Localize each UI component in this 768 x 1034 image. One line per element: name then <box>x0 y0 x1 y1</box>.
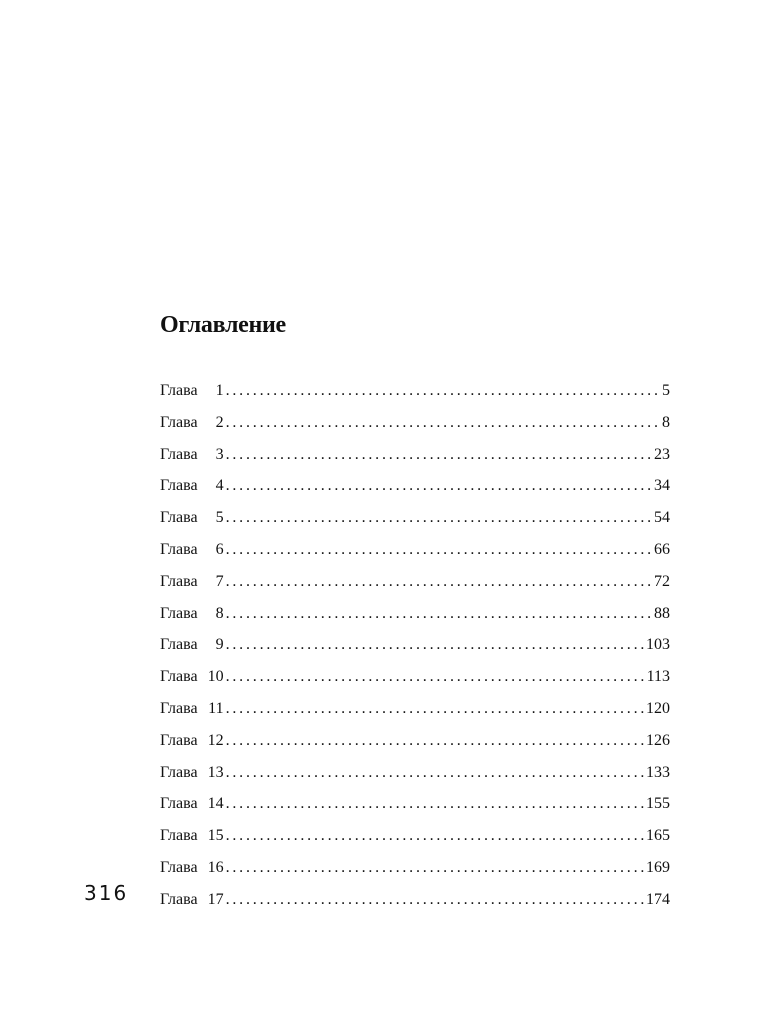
toc-entry-chapter-number: 7 <box>215 572 224 590</box>
toc-entry-chapter-number: 15 <box>207 827 224 845</box>
toc-entry <box>160 470 670 502</box>
toc-entry-chapter-number: 8 <box>215 604 224 622</box>
page-number: 316 <box>84 881 129 905</box>
toc-list <box>160 375 670 916</box>
toc-entry-page-number: 54 <box>654 509 670 527</box>
toc-entry-chapter-word: Глава <box>160 668 198 686</box>
toc-entry <box>160 788 670 820</box>
toc-entry <box>160 757 670 789</box>
toc-entry <box>160 725 670 757</box>
toc-entry-dot-leader <box>226 375 661 407</box>
toc-entry-dot-leader <box>226 629 645 661</box>
toc-entry <box>160 852 670 884</box>
toc-entry-page-number: 120 <box>646 699 670 717</box>
toc-entry-chapter-word: Глава <box>160 731 198 749</box>
toc-entry-dot-leader <box>226 439 653 471</box>
toc-entry <box>160 598 670 630</box>
toc-entry-dot-leader <box>226 566 653 598</box>
toc-entry-chapter-number: 4 <box>215 477 224 495</box>
toc-entry-dot-leader <box>226 788 645 820</box>
toc-entry <box>160 439 670 471</box>
toc-entry-page-number: 88 <box>654 604 670 622</box>
toc-entry-chapter-word: Глава <box>160 890 198 908</box>
toc-entry <box>160 502 670 534</box>
toc-entry-chapter-word: Глава <box>160 572 198 590</box>
toc-entry <box>160 820 670 852</box>
toc-entry <box>160 407 670 439</box>
toc-entry-chapter-word: Глава <box>160 477 198 495</box>
toc-entry-chapter-number: 6 <box>215 540 224 558</box>
toc-entry-page-number: 126 <box>646 731 670 749</box>
toc-entry-chapter-number: 9 <box>215 636 224 654</box>
toc-entry-page-number: 169 <box>646 858 670 876</box>
toc-entry-chapter-number: 11 <box>208 699 224 717</box>
toc-entry-chapter-word: Глава <box>160 382 198 399</box>
toc-entry-dot-leader <box>226 884 645 916</box>
toc-entry-chapter-word: Глава <box>160 636 198 654</box>
toc-entry-page-number: 165 <box>646 827 670 845</box>
toc-entry-chapter-number: 10 <box>207 668 224 686</box>
toc-entry-chapter-number: 16 <box>207 858 224 876</box>
toc-entry <box>160 693 670 725</box>
toc-entry-chapter-number: 5 <box>215 509 224 527</box>
toc-entry-chapter-number: 2 <box>215 413 224 431</box>
toc-entry-dot-leader <box>226 757 645 789</box>
toc-entry-dot-leader <box>226 598 653 630</box>
toc-entry-chapter-word: Глава <box>160 509 198 527</box>
toc-entry-chapter-word: Глава <box>160 540 198 558</box>
toc-entry <box>160 566 670 598</box>
toc-entry-page-number: 155 <box>646 795 670 813</box>
toc-entry-page-number: 8 <box>662 413 670 431</box>
toc-entry-dot-leader <box>226 534 653 566</box>
toc-entry-chapter-word: Глава <box>160 604 198 622</box>
toc-entry-chapter-number: 12 <box>207 731 224 749</box>
toc-entry-page-number: 103 <box>646 636 670 654</box>
toc-entry-dot-leader <box>226 693 645 725</box>
toc-entry-chapter-number: 14 <box>207 795 224 813</box>
toc-entry-chapter-word: Глава <box>160 827 198 845</box>
toc-entry-page-number: 23 <box>654 445 670 463</box>
toc-entry-page-number: 133 <box>646 763 670 781</box>
toc-entry-chapter-word: Глава <box>160 699 198 717</box>
toc-entry <box>160 629 670 661</box>
toc-entry-chapter-number: 1 <box>215 382 224 399</box>
toc-entry-page-number: 113 <box>646 668 670 686</box>
toc-entry-page-number: 66 <box>654 540 670 558</box>
toc-entry-page-number: 174 <box>646 890 670 908</box>
toc-entry-dot-leader <box>226 661 646 693</box>
toc-entry-dot-leader <box>226 852 645 884</box>
toc-entry-chapter-number: 17 <box>207 890 224 908</box>
toc-entry <box>160 375 670 407</box>
toc-entry-chapter-word: Глава <box>160 445 198 463</box>
toc-entry-page-number: 5 <box>662 382 670 399</box>
toc-entry <box>160 534 670 566</box>
toc-entry-chapter-word: Глава <box>160 763 198 781</box>
toc-entry-dot-leader <box>226 470 653 502</box>
toc-title: Оглавление <box>160 312 286 338</box>
toc-entry-dot-leader <box>226 820 645 852</box>
toc-entry-chapter-word: Глава <box>160 413 198 431</box>
toc-entry-chapter-number: 13 <box>207 763 224 781</box>
toc-entry-page-number: 72 <box>654 572 670 590</box>
toc-entry-page-number: 34 <box>654 477 670 495</box>
toc-entry-dot-leader <box>226 502 653 534</box>
toc-entry-chapter-word: Глава <box>160 795 198 813</box>
toc-entry <box>160 661 670 693</box>
toc-entry-dot-leader <box>226 725 645 757</box>
toc-entry <box>160 884 670 916</box>
toc-entry-dot-leader <box>226 407 661 439</box>
toc-entry-chapter-word: Глава <box>160 858 198 876</box>
toc-entry-chapter-number: 3 <box>215 445 224 463</box>
